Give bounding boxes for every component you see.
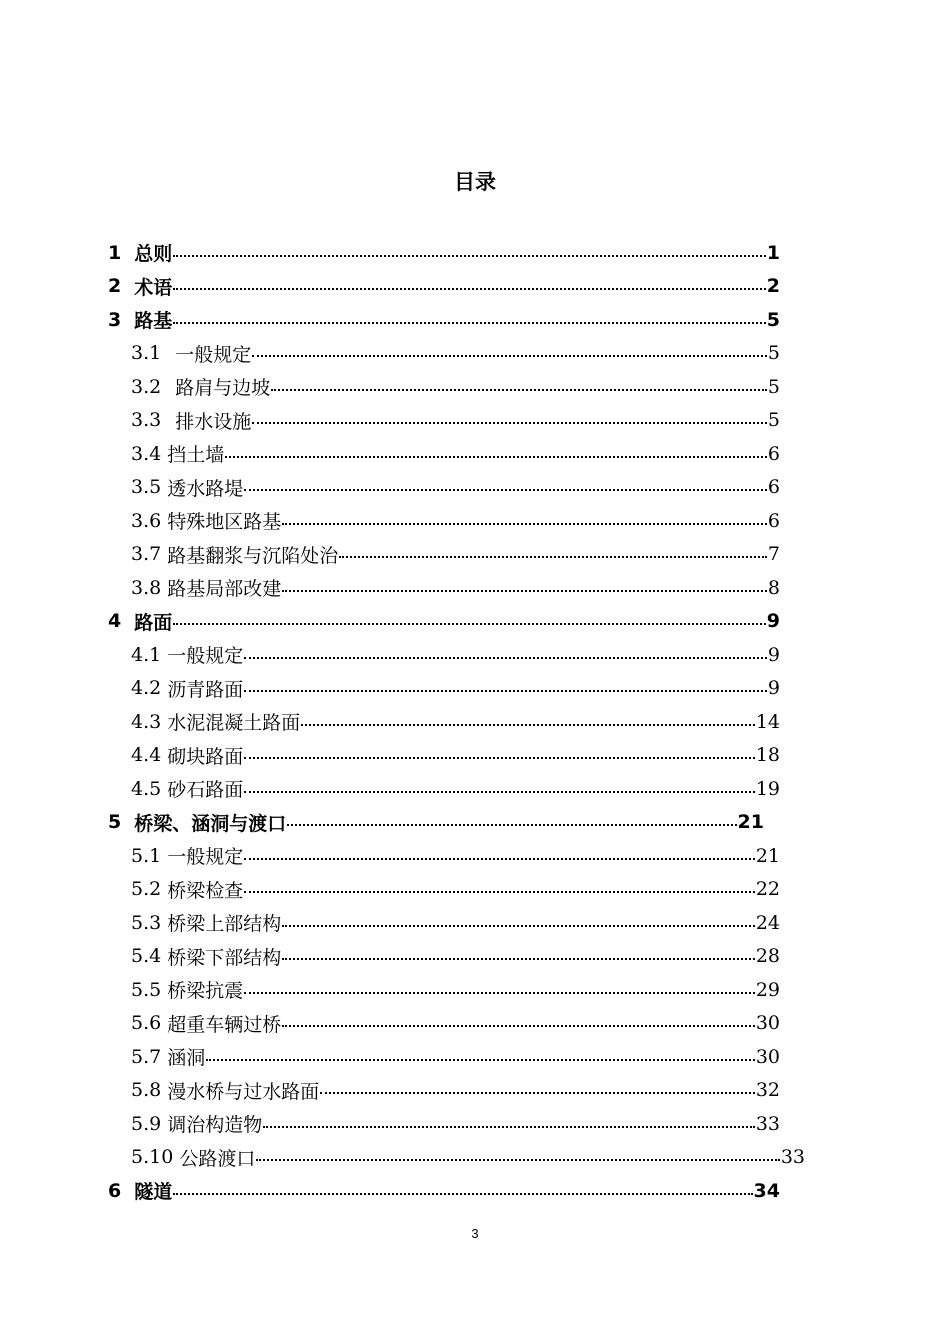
toc-entry-page: 24 <box>755 911 780 934</box>
toc-entry-page: 21 <box>737 811 764 834</box>
toc-entry-number: 3.3 <box>131 409 162 432</box>
toc-entry-number: 5.7 <box>131 1045 162 1068</box>
toc-title: 目录 <box>454 170 496 194</box>
toc-entry[interactable] <box>0 605 780 639</box>
toc-entry-page: 18 <box>755 744 780 767</box>
toc-entry-label: 桥梁抗震 <box>167 980 244 1003</box>
toc-entry-label: 一般规定 <box>175 343 252 366</box>
toc-entry[interactable] <box>0 705 780 739</box>
toc-entry-page: 29 <box>755 978 780 1001</box>
toc-entry-label: 公路渡口 <box>179 1147 256 1170</box>
toc-entry-number: 4.4 <box>131 744 162 767</box>
toc-entry[interactable] <box>0 772 780 806</box>
toc-entry-page: 5 <box>766 308 780 331</box>
toc-entry-label: 一般规定 <box>167 645 244 668</box>
toc-entry[interactable] <box>0 1074 780 1108</box>
toc-entry[interactable] <box>0 1174 780 1208</box>
toc-entry-number: 3.1 <box>131 342 162 365</box>
dot-leader <box>244 891 755 893</box>
toc-entry-page: 5 <box>767 409 780 432</box>
toc-entry-number: 5 <box>108 811 122 834</box>
toc-entry-label: 术语 <box>134 276 173 299</box>
toc-entry-label: 砌块路面 <box>167 745 244 768</box>
toc-entry-page: 28 <box>755 945 780 968</box>
toc-entry-page: 7 <box>767 543 780 566</box>
toc-entry-page: 8 <box>767 576 780 599</box>
dot-leader <box>282 1025 755 1027</box>
dot-leader <box>320 1092 755 1094</box>
toc-entry-number: 4.5 <box>131 777 162 800</box>
dot-leader <box>244 757 755 759</box>
toc-entry[interactable] <box>0 906 780 940</box>
toc-entry-number: 5.2 <box>131 878 162 901</box>
toc-entry-page: 9 <box>767 643 780 666</box>
toc-entry-number: 5.3 <box>131 911 162 934</box>
toc-entry[interactable] <box>0 873 780 907</box>
dot-leader <box>173 1193 752 1195</box>
dot-leader <box>282 523 767 525</box>
toc-entry-page: 33 <box>755 1112 780 1135</box>
toc-entry[interactable] <box>0 437 780 471</box>
toc-entry-label: 沥青路面 <box>167 678 244 701</box>
toc-entry-number: 3.2 <box>131 375 162 398</box>
toc-entry-page: 6 <box>767 442 780 465</box>
toc-entry-label: 路面 <box>134 611 173 634</box>
dot-leader <box>339 556 767 558</box>
toc-entry-number: 3 <box>108 308 122 331</box>
toc-entry-page: 21 <box>755 844 780 867</box>
dot-leader <box>173 322 766 324</box>
toc-entry-page: 30 <box>755 1012 780 1035</box>
toc-entry-page: 14 <box>755 710 780 733</box>
toc-entry-number: 4.2 <box>131 677 162 700</box>
toc-entry-page: 9 <box>766 610 780 633</box>
toc-entry-label: 桥梁检查 <box>167 879 244 902</box>
dot-leader <box>256 1159 779 1161</box>
toc-entry-page: 6 <box>767 476 780 499</box>
toc-entry[interactable] <box>0 471 780 505</box>
toc-entry-number: 5.10 <box>131 1146 174 1169</box>
dot-leader <box>173 255 766 257</box>
toc-entry[interactable] <box>0 940 780 974</box>
toc-entry-page: 2 <box>766 275 780 298</box>
toc-entry-label: 调治构造物 <box>167 1114 263 1137</box>
toc-entry[interactable] <box>0 303 780 337</box>
toc-entry-page: 22 <box>755 878 780 901</box>
dot-leader <box>282 590 767 592</box>
toc-entry-number: 3.4 <box>131 442 162 465</box>
toc-entry-page: 32 <box>755 1079 780 1102</box>
toc-entry[interactable] <box>0 1007 780 1041</box>
toc-entry-label: 隧道 <box>134 1181 173 1204</box>
toc-entry-page: 33 <box>780 1146 805 1169</box>
toc-entry-label: 路基翻浆与沉陷处治 <box>167 544 339 567</box>
page-number: 3 <box>471 1226 479 1241</box>
toc-entry-label: 路基 <box>134 310 173 333</box>
toc-entry-page: 5 <box>767 342 780 365</box>
toc-entry-number: 1 <box>108 241 122 264</box>
toc-entry[interactable] <box>0 270 780 304</box>
dot-leader <box>244 992 755 994</box>
toc-entry-number: 3.8 <box>131 576 162 599</box>
dot-leader <box>263 1126 755 1128</box>
toc-entry-number: 6 <box>108 1179 122 1202</box>
toc-entry[interactable] <box>0 504 780 538</box>
toc-entry[interactable] <box>0 638 780 672</box>
toc-entry[interactable] <box>0 404 780 438</box>
dot-leader <box>225 456 767 458</box>
dot-leader <box>244 858 755 860</box>
toc-entry[interactable] <box>0 1040 780 1074</box>
dot-leader <box>206 1059 755 1061</box>
toc-entry-number: 4.3 <box>131 710 162 733</box>
toc-entry-number: 5.4 <box>131 945 162 968</box>
toc-entry-number: 4 <box>108 610 122 633</box>
toc-entry-page: 5 <box>767 375 780 398</box>
toc-entry-label: 涵洞 <box>167 1047 206 1070</box>
dot-leader <box>252 355 767 357</box>
toc-entry-number: 4.1 <box>131 643 162 666</box>
toc-entry-page: 30 <box>755 1045 780 1068</box>
dot-leader <box>244 489 767 491</box>
toc-entry-label: 漫水桥与过水路面 <box>167 1080 320 1103</box>
toc-entry-label: 桥梁上部结构 <box>167 913 282 936</box>
dot-leader <box>271 389 767 391</box>
toc-entry[interactable] <box>0 236 780 270</box>
toc-entry-number: 3.6 <box>131 509 162 532</box>
dot-leader <box>282 925 755 927</box>
toc-entry-page: 1 <box>766 241 780 264</box>
toc-entry-number: 5.6 <box>131 1012 162 1035</box>
toc-entry[interactable] <box>0 538 780 572</box>
toc-entry-number: 5.5 <box>131 978 162 1001</box>
toc-entry[interactable] <box>0 370 780 404</box>
toc-entry-number: 5.1 <box>131 844 162 867</box>
toc-entry-label: 水泥混凝土路面 <box>167 712 301 735</box>
toc-entry-label: 透水路堤 <box>167 477 244 500</box>
toc-entry[interactable] <box>0 672 780 706</box>
dot-leader <box>282 958 755 960</box>
toc-entry[interactable] <box>0 1141 805 1175</box>
dot-leader <box>301 724 755 726</box>
toc-entry[interactable] <box>0 337 780 371</box>
toc-entry-page: 9 <box>767 677 780 700</box>
toc-entry-label: 一般规定 <box>167 846 244 869</box>
dot-leader <box>244 657 767 659</box>
table-of-contents <box>0 236 950 1208</box>
toc-entry-label: 桥梁、涵洞与渡口 <box>134 812 287 835</box>
toc-entry-number: 5.9 <box>131 1112 162 1135</box>
toc-entry-label: 超重车辆过桥 <box>167 1013 282 1036</box>
dot-leader <box>252 422 767 424</box>
toc-entry-page: 19 <box>755 777 780 800</box>
toc-entry-label: 路肩与边坡 <box>175 377 271 400</box>
toc-entry-number: 3.5 <box>131 476 162 499</box>
toc-entry-label: 挡土墙 <box>167 444 225 467</box>
dot-leader <box>244 690 767 692</box>
toc-entry-label: 排水设施 <box>175 410 252 433</box>
toc-entry-label: 特殊地区路基 <box>167 511 282 534</box>
toc-entry-number: 2 <box>108 275 122 298</box>
toc-entry[interactable] <box>0 806 764 840</box>
toc-entry-page: 34 <box>753 1179 780 1202</box>
toc-entry-number: 3.7 <box>131 543 162 566</box>
toc-entry-number: 5.8 <box>131 1079 162 1102</box>
dot-leader <box>244 791 755 793</box>
toc-entry[interactable] <box>0 839 780 873</box>
toc-entry-label: 桥梁下部结构 <box>167 946 282 969</box>
toc-entry-label: 总则 <box>134 243 173 266</box>
toc-entry[interactable] <box>0 739 780 773</box>
toc-entry[interactable] <box>0 973 780 1007</box>
toc-entry[interactable] <box>0 571 780 605</box>
toc-entry[interactable] <box>0 1107 780 1141</box>
dot-leader <box>173 623 766 625</box>
toc-entry-page: 6 <box>767 509 780 532</box>
dot-leader <box>173 288 766 290</box>
toc-entry-label: 砂石路面 <box>167 779 244 802</box>
dot-leader <box>287 824 736 826</box>
toc-entry-label: 路基局部改建 <box>167 578 282 601</box>
